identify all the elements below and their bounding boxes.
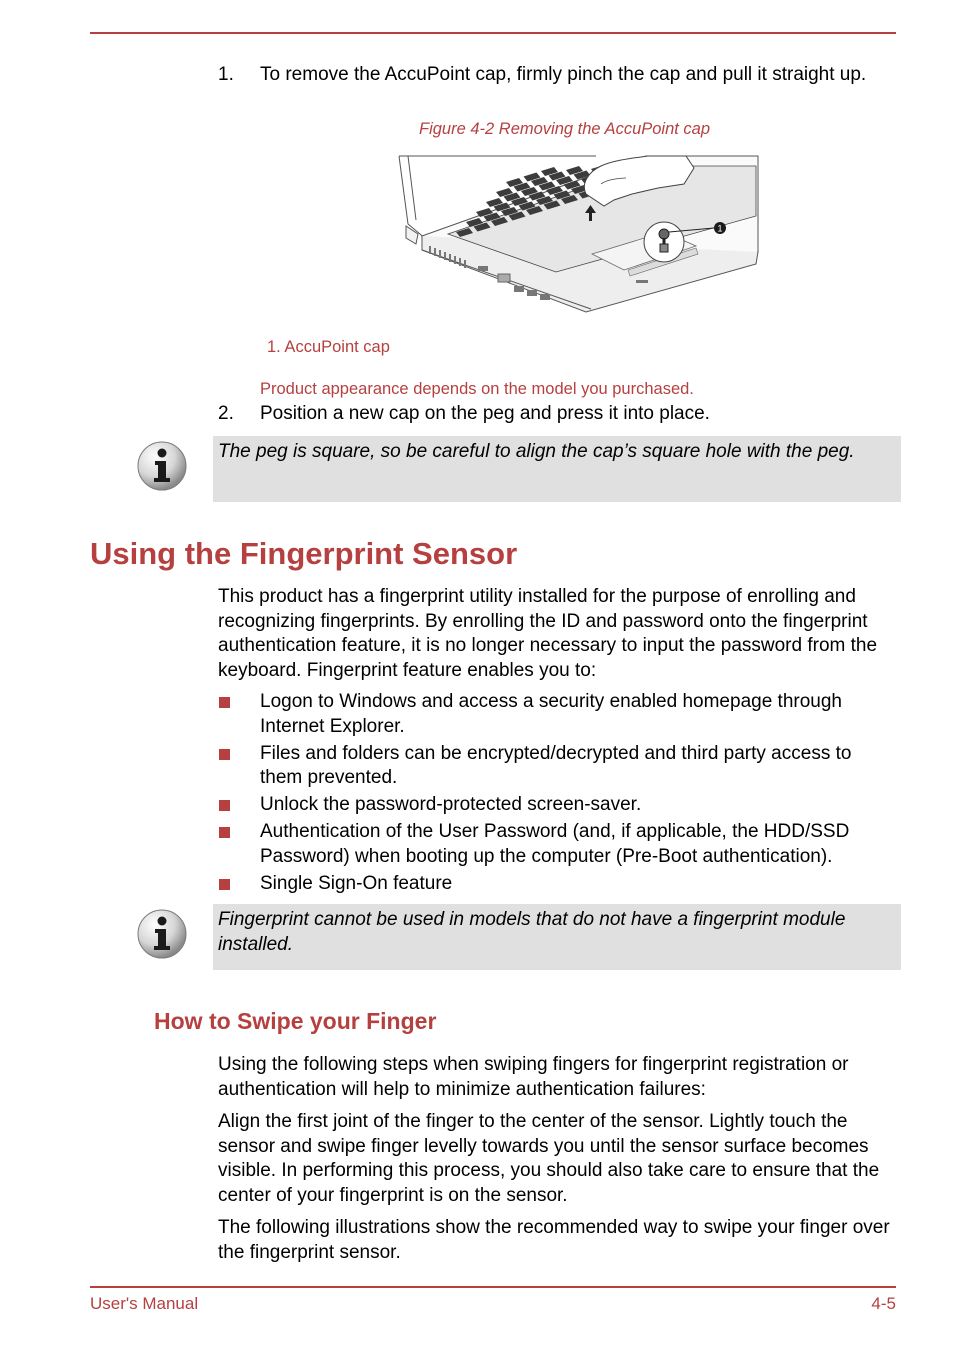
list-item (218, 820, 898, 869)
note-box (213, 436, 901, 502)
header-rule (90, 32, 896, 34)
info-icon (136, 908, 188, 960)
paragraph: The following illustrations show the recommended way to swipe your finger over the fingerprint sensor. (218, 1217, 890, 1263)
list-item (218, 793, 898, 818)
section-intro: This product has a fingerprint utility installed for the purpose of enrolling and recognizing fingerprints. By enrolling the ID and password onto the fingerprint authentication feature, it is no longer necessary to input the password from the keyboard. Fingerprint feature enables you to: (218, 586, 878, 681)
section-title: Using the Fingerprint Sensor (90, 536, 518, 571)
feature-list (218, 690, 898, 899)
list-item (218, 690, 898, 739)
list-item-text: Logon to Windows and access a security enabled homepage through Internet Explorer. (260, 691, 842, 737)
footer-rule (90, 1286, 896, 1288)
step-text: To remove the AccuPoint cap, firmly pinch the cap and pull it straight up. (260, 64, 867, 85)
footer-left: User's Manual (90, 1294, 199, 1313)
bullet-square-icon (219, 800, 230, 811)
bullet-square-icon (219, 697, 230, 708)
bullet-square-icon (219, 827, 230, 838)
list-item-text: Authentication of the User Password (and, if applicable, the HDD/SSD Password) when booting up the computer (Pre-Boot authentication). (260, 821, 850, 867)
step-number: 1. (218, 64, 234, 85)
list-item-text: Unlock the password-protected screen-saver. (260, 794, 642, 815)
list-item (218, 742, 898, 791)
paragraph: Using the following steps when swiping fingers for fingerprint registration or authentication will help to minimize authentication failures: (218, 1054, 849, 1100)
info-icon (136, 440, 188, 492)
appearance-note: Product appearance depends on the model you purchased. (260, 380, 694, 398)
footer-page-number: 4-5 (871, 1294, 896, 1313)
figure-legend: 1. AccuPoint cap (267, 338, 390, 356)
note-text: The peg is square, so be careful to align the cap’s square hole with the peg. (218, 441, 855, 462)
step-1 (218, 63, 898, 88)
step-number: 2. (218, 403, 234, 424)
list-item (218, 872, 898, 897)
figure-caption: Figure 4-2 Removing the AccuPoint cap (419, 120, 711, 138)
note-text: Fingerprint cannot be used in models that do not have a fingerprint module installed. (218, 909, 846, 955)
step-2 (218, 402, 898, 427)
paragraph: Align the first joint of the finger to the center of the sensor. Lightly touch the sensor and swipe finger levelly towards you until the sensor surface becomes visible. In performing this process, you should also take care to ensure that the center of your fingerprint is on the sensor. (218, 1111, 880, 1206)
bullet-square-icon (219, 749, 230, 760)
list-item-text: Single Sign-On feature (260, 872, 453, 894)
callout-number: 1 (717, 223, 723, 234)
bullet-square-icon (219, 879, 230, 890)
list-item-text: Files and folders can be encrypted/decrypted and third party access to them prevented. (260, 742, 852, 788)
step-text: Position a new cap on the peg and press it into place. (260, 403, 710, 424)
note-box (213, 904, 901, 970)
subsection-title: How to Swipe your Finger (154, 1008, 437, 1034)
accupoint-illustration (396, 154, 762, 316)
